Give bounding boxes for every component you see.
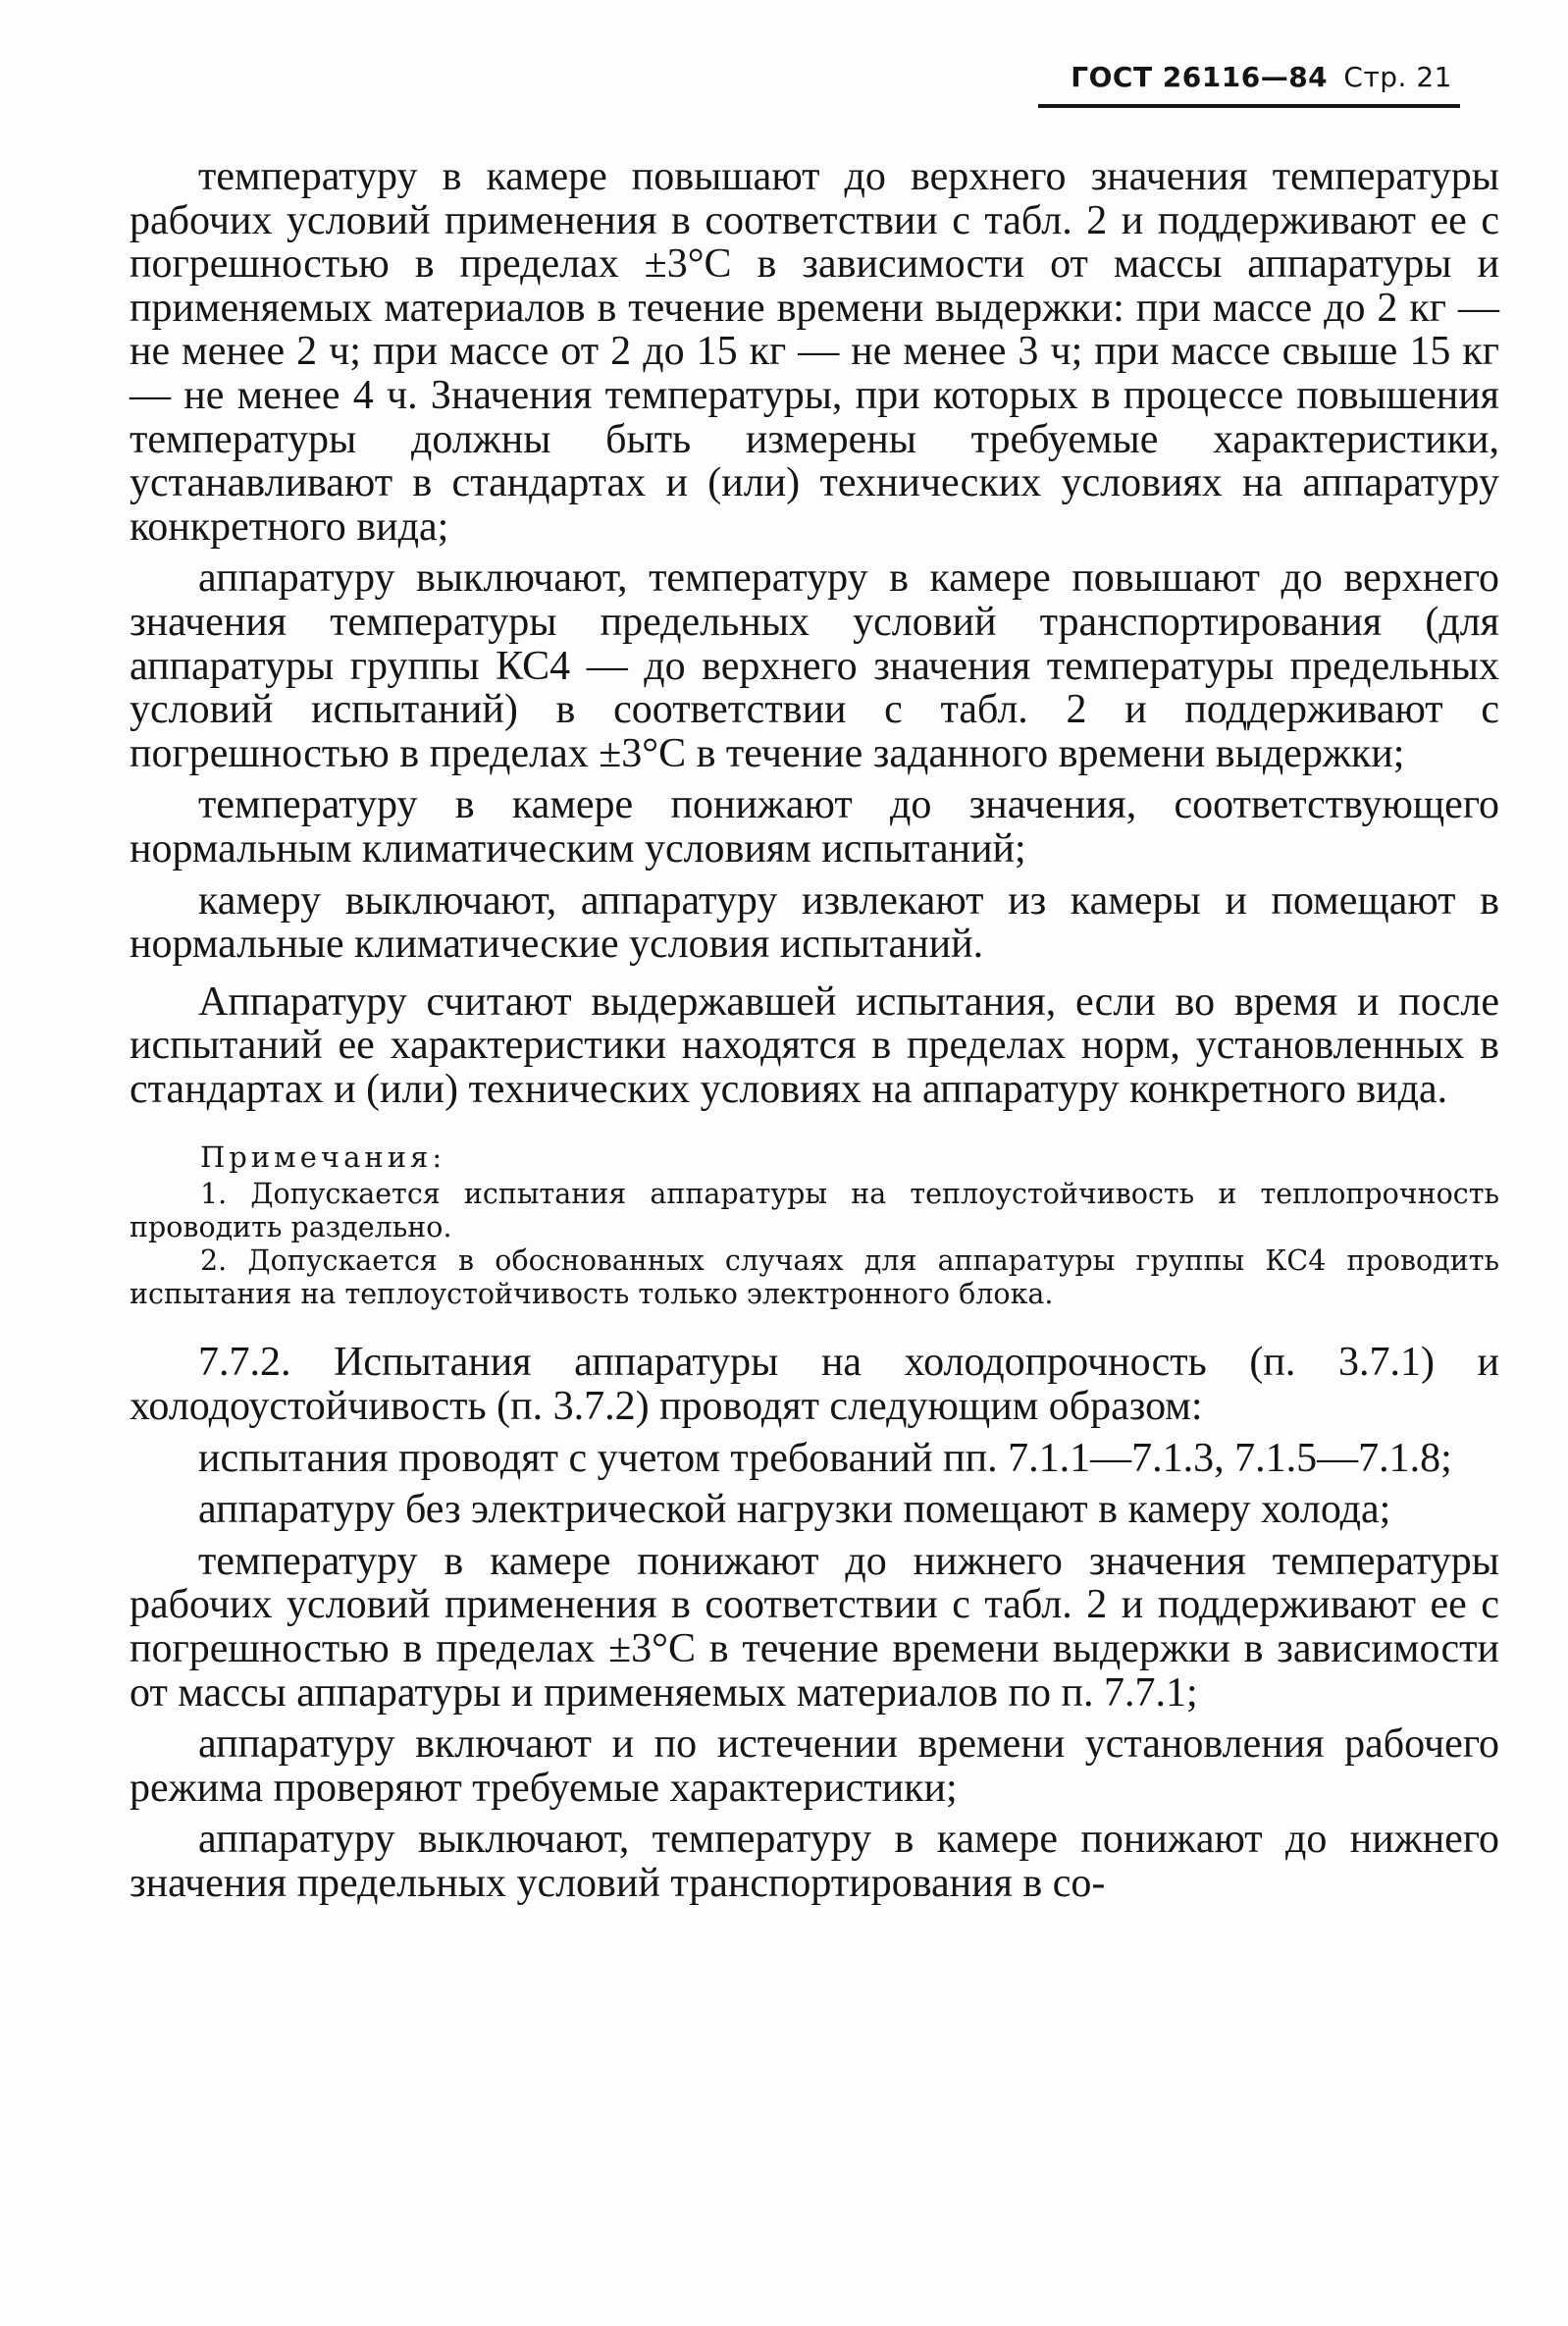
section-7-7-2 (130, 1341, 1499, 1905)
paragraph: камеру выключают, аппаратуру извлекают из камеры и помещают в нормальные климатические условия испытаний. (130, 877, 1499, 968)
paragraph: температуру в камере понижают до нижнего значения температуры рабочих условий применения в соответствии с табл. 2 и поддерживают ее с погрешностью в пределах ±3°С в течение времени выдержки в зависимости от массы аппаратуры и применяемых материалов по п. 7.7.1; (130, 1538, 1499, 1716)
paragraph: аппаратуру выключают, температуру в камере повышают до верхнего значения температуры предельных условий транспортирования (для аппаратуры группы КС4 — до верхнего значения температуры предельных условий испытаний) в соответствии с табл. 2 и поддерживают с погрешностью в пределах ±3°С в течение заданного времени выдержки; (130, 555, 1499, 776)
page-number: Стр. 21 (1343, 61, 1452, 93)
notes-title: Примечания: (200, 1140, 446, 1175)
paragraph: аппаратуру включают и по истечении времени установления рабочего режима проверяют требуемые характеристики; (130, 1721, 1499, 1811)
paragraph: температуру в камере повышают до верхнего значения температуры рабочих условий применения в соответствии с табл. 2 и поддерживают ее с погрешностью в пределах ±3°С в зависимости от массы аппаратуры и применяемых материалов в течение времени выдержки: при массе до 2 кг — не менее 2 ч; при массе от 2 до 15 кг — не менее 3 ч; при массе свыше 15 кг — не менее 4 ч. Значения температуры, при которых в процессе повышения температуры должны быть измерены требуемые характеристики, устанавливают в стандартах и (или) технических условиях на аппаратуру конкретного вида; (130, 154, 1499, 550)
page-header (1071, 61, 1452, 101)
note-item: 2. Допускается в обоснованных случаях для аппаратуры группы КС4 проводить испытания на теплоустойчивость только электронного блока. (130, 1244, 1499, 1311)
notes-block (130, 1140, 1499, 1311)
section-heading-paragraph: 7.7.2. Испытания аппаратуры на холодопрочность (п. 3.7.1) и холодоустойчивость (п. 3.7.2) проводят следующим образом: (130, 1340, 1499, 1430)
paragraph: испытания проводят с учетом требований пп. 7.1.1—7.1.3, 7.1.5—7.1.8; (198, 1435, 1452, 1481)
standard-number: ГОСТ 26116—84 (1071, 61, 1329, 93)
paragraph: аппаратуру без электрической нагрузки помещают в камеру холода; (198, 1487, 1391, 1533)
paragraph: Аппаратуру считают выдержавшей испытания, если во время и после испытаний ее характеристики находятся в пределах норм, установленных в стандартах и (или) технических условиях на аппаратуру конкретного вида. (130, 978, 1499, 1112)
document-body (130, 155, 1499, 1906)
header-rule (1038, 104, 1460, 108)
note-item: 1. Допускается испытания аппаратуры на теплоустойчивость и теплопрочность проводить раздельно. (130, 1178, 1499, 1244)
paragraph: аппаратуру выключают, температуру в камере понижают до нижнего значения предельных условий транспортирования в со- (130, 1817, 1499, 1906)
paragraph: температуру в камере понижают до значения, соответствующего нормальным климатическим условиям испытаний; (130, 782, 1499, 872)
